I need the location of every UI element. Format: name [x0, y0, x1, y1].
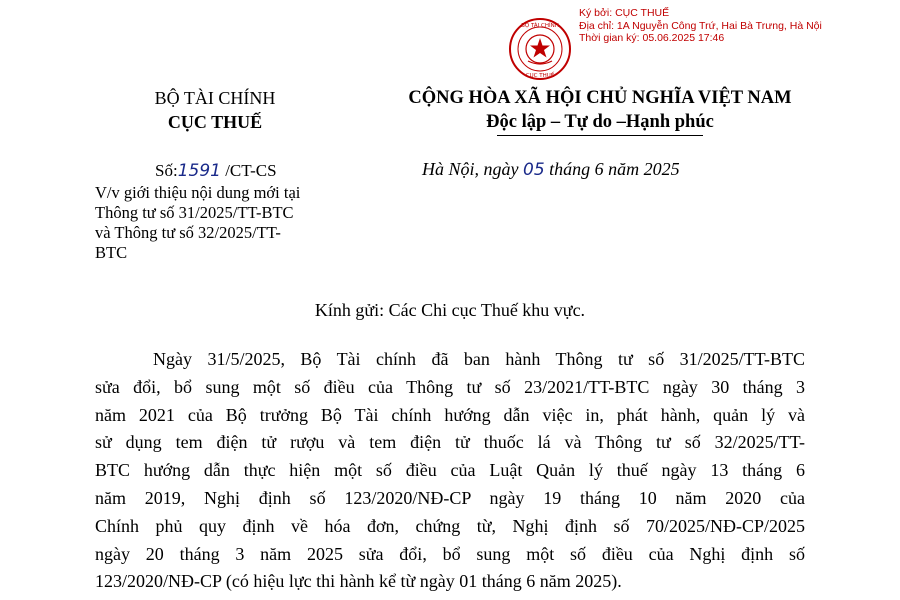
body-line: BTC hướng dẫn thực hiện một số điều của Luật Quản lý thuế ngày 13 tháng 6	[95, 460, 805, 481]
body-line: năm 2019, Nghị định số 123/2020/NĐ-CP ngày 19 tháng 10 năm 2020 của	[95, 487, 805, 508]
national-motto: Độc lập – Tự do –Hạnh phúc	[486, 112, 714, 132]
document-body	[95, 346, 805, 596]
doc-number-prefix: Số:	[155, 161, 178, 180]
body-line: 123/2020/NĐ-CP (có hiệu lực thi hành kể từ ngày 01 tháng 6 năm 2025).	[95, 571, 622, 592]
signature-time: Thời gian ký: 05.06.2025 17:46	[579, 32, 725, 44]
body-line: ngày 20 tháng 3 năm 2025 sửa đổi, bổ sung một số điều của Nghị định số	[95, 543, 805, 564]
body-line: sửa đổi, bổ sung một số điều của Thông tư số 23/2021/TT-BTC ngày 30 tháng 3	[95, 376, 805, 397]
country-name: CỘNG HÒA XÃ HỘI CHỦ NGHĨA VIỆT NAM	[408, 88, 792, 108]
ministry-name: BỘ TÀI CHÍNH	[154, 88, 276, 108]
body-line: năm 2021 của Bộ trưởng Bộ Tài chính hướng dẫn việc in, phát hành, quản lý và	[95, 404, 805, 425]
doc-number-handwritten: 1591	[177, 161, 221, 181]
recipient-line: Kính gửi: Các Chi cục Thuế khu vực.	[314, 300, 586, 320]
motto-underline	[497, 135, 703, 136]
date-place: Hà Nội, ngày	[422, 159, 523, 179]
date-month-year: tháng 6 năm 2025	[544, 159, 680, 179]
signature-signed-by: Ký bởi: CỤC THUẾ	[579, 7, 670, 19]
department-name: CỤC THUẾ	[167, 112, 263, 132]
digital-signature-info	[579, 7, 822, 45]
document-subject	[95, 183, 335, 263]
seal-text-top: BỘ TÀI CHÍNH	[521, 23, 559, 29]
subject-line: V/v giới thiệu nội dung mới tại	[95, 183, 301, 202]
date-day-handwritten: 05	[523, 160, 545, 180]
doc-number-suffix: /CT-CS	[220, 161, 277, 180]
national-header	[330, 86, 870, 134]
body-line: Ngày 31/5/2025, Bộ Tài chính đã ban hành Thông tư số 31/2025/TT-BTC	[153, 349, 805, 369]
signature-address: Địa chỉ: 1A Nguyễn Công Trứ, Hai Bà Trưng, Hà Nội	[579, 19, 822, 32]
subject-line: Thông tư số 31/2025/TT-BTC	[95, 203, 294, 222]
body-line: Chính phủ quy định về hóa đơn, chứng từ, Nghị định số 70/2025/NĐ-CP/2025	[95, 515, 805, 536]
red-seal-icon	[508, 17, 572, 81]
subject-line: và Thông tư số 32/2025/TT-	[95, 223, 281, 242]
document-number	[155, 160, 277, 182]
issuing-organization	[110, 86, 320, 134]
document-date	[422, 157, 680, 182]
body-line: sử dụng tem điện tử rượu và tem điện tử thuốc lá và Thông tư số 32/2025/TT-	[95, 432, 805, 453]
seal-text-bottom: CỤC THUẾ	[525, 73, 555, 79]
subject-line: BTC	[95, 243, 128, 262]
